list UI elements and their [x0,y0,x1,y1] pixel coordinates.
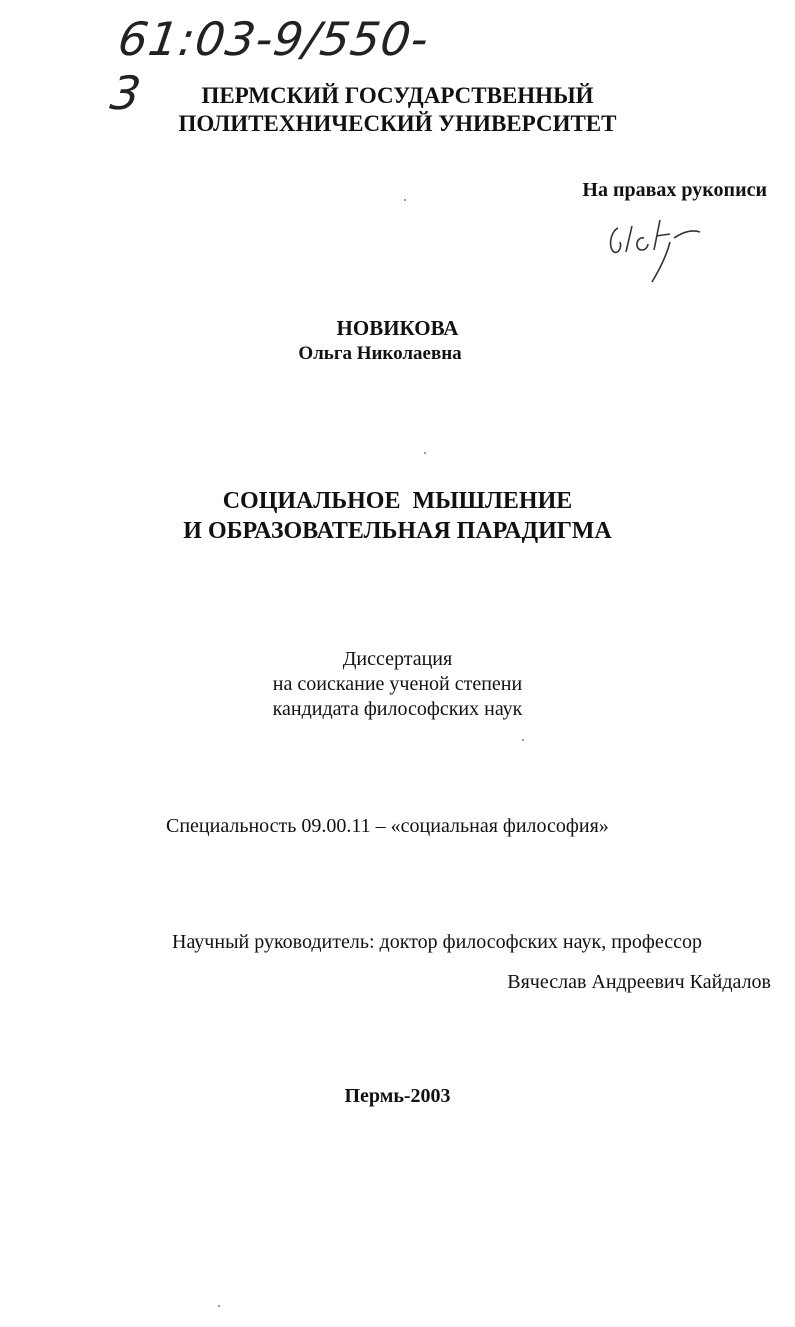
specialty: Специальность 09.00.11 – «социальная философия» [166,815,609,837]
archive-number-handwritten: 61:03-9/550-3 [107,12,433,120]
scientific-advisor-name: Вячеслав Андреевич Кайдалов [507,971,771,993]
dissertation-title [0,486,795,546]
scan-speck [218,1305,220,1307]
university-name [0,82,795,138]
university-line-2: ПОЛИТЕХНИЧЕСКИЙ УНИВЕРСИТЕТ [178,111,617,136]
author-full-name: Ольга Николаевна [298,343,462,364]
author-surname: НОВИКОВА [336,316,459,340]
thesis-line-2: на соискание ученой степени [272,673,523,695]
scan-speck [522,739,524,741]
scientific-advisor: Научный руководитель: доктор философских наук, профессор [172,931,702,953]
scan-speck [404,199,406,201]
manuscript-rights: На правах рукописи [582,179,767,201]
university-line-1: ПЕРМСКИЙ ГОСУДАРСТВЕННЫЙ [201,83,594,108]
thesis-info [0,647,795,722]
title-line-1: СОЦИАЛЬНОЕ МЫШЛЕНИЕ [222,488,573,514]
scan-speck [424,452,426,454]
thesis-line-3: кандидата философских наук [272,698,523,720]
signature-image [596,208,716,288]
title-line-2: И ОБРАЗОВАТЕЛЬНАЯ ПАРАДИГМА [183,518,612,544]
thesis-line-1: Диссертация [342,648,453,670]
city-year: Пермь-2003 [344,1085,451,1107]
